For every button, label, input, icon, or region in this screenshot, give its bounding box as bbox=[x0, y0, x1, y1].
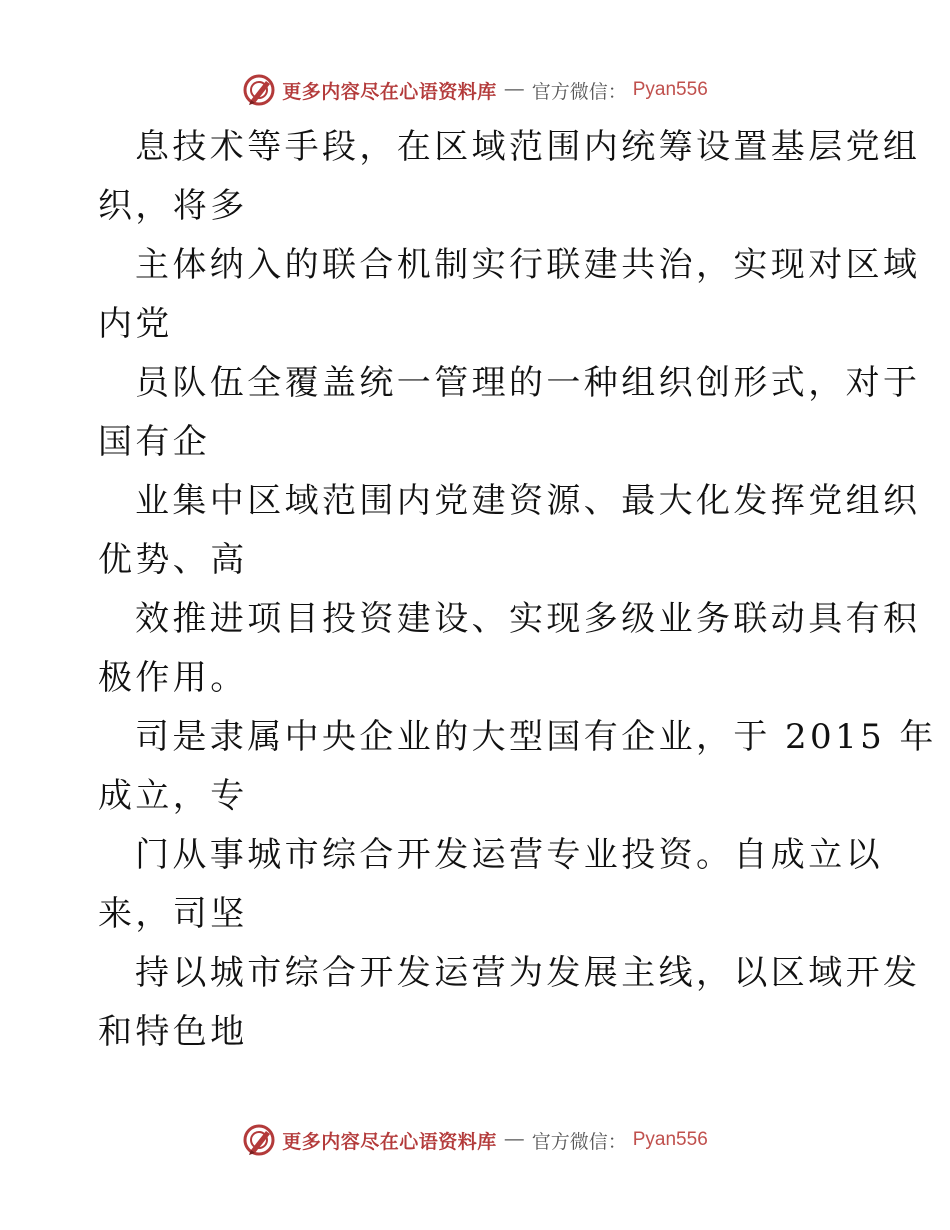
paragraph-line: 员队伍全覆盖统一管理的一种组织创形式，对于 bbox=[135, 363, 921, 403]
wechat-id: Pyan556 bbox=[632, 79, 708, 100]
paragraph-line: 和特色地 bbox=[98, 1012, 248, 1052]
paragraph bbox=[98, 118, 921, 236]
banner-text: 更多内容尽在心语资料库 bbox=[282, 1130, 497, 1153]
wechat-label: 官方微信： bbox=[531, 80, 627, 103]
pen-logo-icon bbox=[242, 73, 276, 107]
header-banner bbox=[0, 70, 950, 110]
paragraph-line: 息技术等手段，在区域范围内统筹设置基层党组 bbox=[135, 127, 921, 167]
paragraph-line: 国有企 bbox=[98, 422, 211, 462]
paragraph bbox=[98, 708, 937, 826]
banner-text: 更多内容尽在心语资料库 bbox=[282, 80, 497, 103]
paragraph-line: 门从事城市综合开发运营专业投资。自成立以 bbox=[135, 835, 883, 875]
paragraph-line: 成立，专 bbox=[98, 776, 248, 816]
paragraph-line: 极作用。 bbox=[98, 658, 248, 698]
paragraph bbox=[98, 354, 921, 472]
paragraph-line: 业集中区域范围内党建资源、最大化发挥党组织 bbox=[135, 481, 921, 521]
paragraph bbox=[98, 590, 921, 708]
wechat-id: Pyan556 bbox=[632, 1129, 708, 1150]
paragraph-line: 内党 bbox=[98, 304, 173, 344]
paragraph bbox=[98, 236, 921, 354]
paragraph-line: 织，将多 bbox=[98, 186, 248, 226]
paragraph-line: 优势、高 bbox=[98, 540, 248, 580]
paragraph bbox=[98, 944, 921, 1062]
paragraph bbox=[98, 472, 921, 590]
footer-banner bbox=[0, 1120, 950, 1160]
paragraph-line: 主体纳入的联合机制实行联建共治，实现对区域 bbox=[135, 245, 921, 285]
paragraph-line: 持以城市综合开发运营为发展主线，以区域开发 bbox=[135, 953, 921, 993]
paragraph-line: 来，司坚 bbox=[98, 894, 248, 934]
document-body bbox=[98, 118, 937, 1062]
pen-logo-icon bbox=[242, 1123, 276, 1157]
banner-dash: — bbox=[504, 79, 524, 100]
wechat-label: 官方微信： bbox=[531, 1130, 627, 1153]
paragraph-line: 效推进项目投资建设、实现多级业务联动具有积 bbox=[135, 599, 921, 639]
banner-dash: — bbox=[504, 1129, 524, 1150]
paragraph-line: 司是隶属中央企业的大型国有企业，于 2015 年 bbox=[135, 717, 937, 757]
paragraph bbox=[98, 826, 883, 944]
